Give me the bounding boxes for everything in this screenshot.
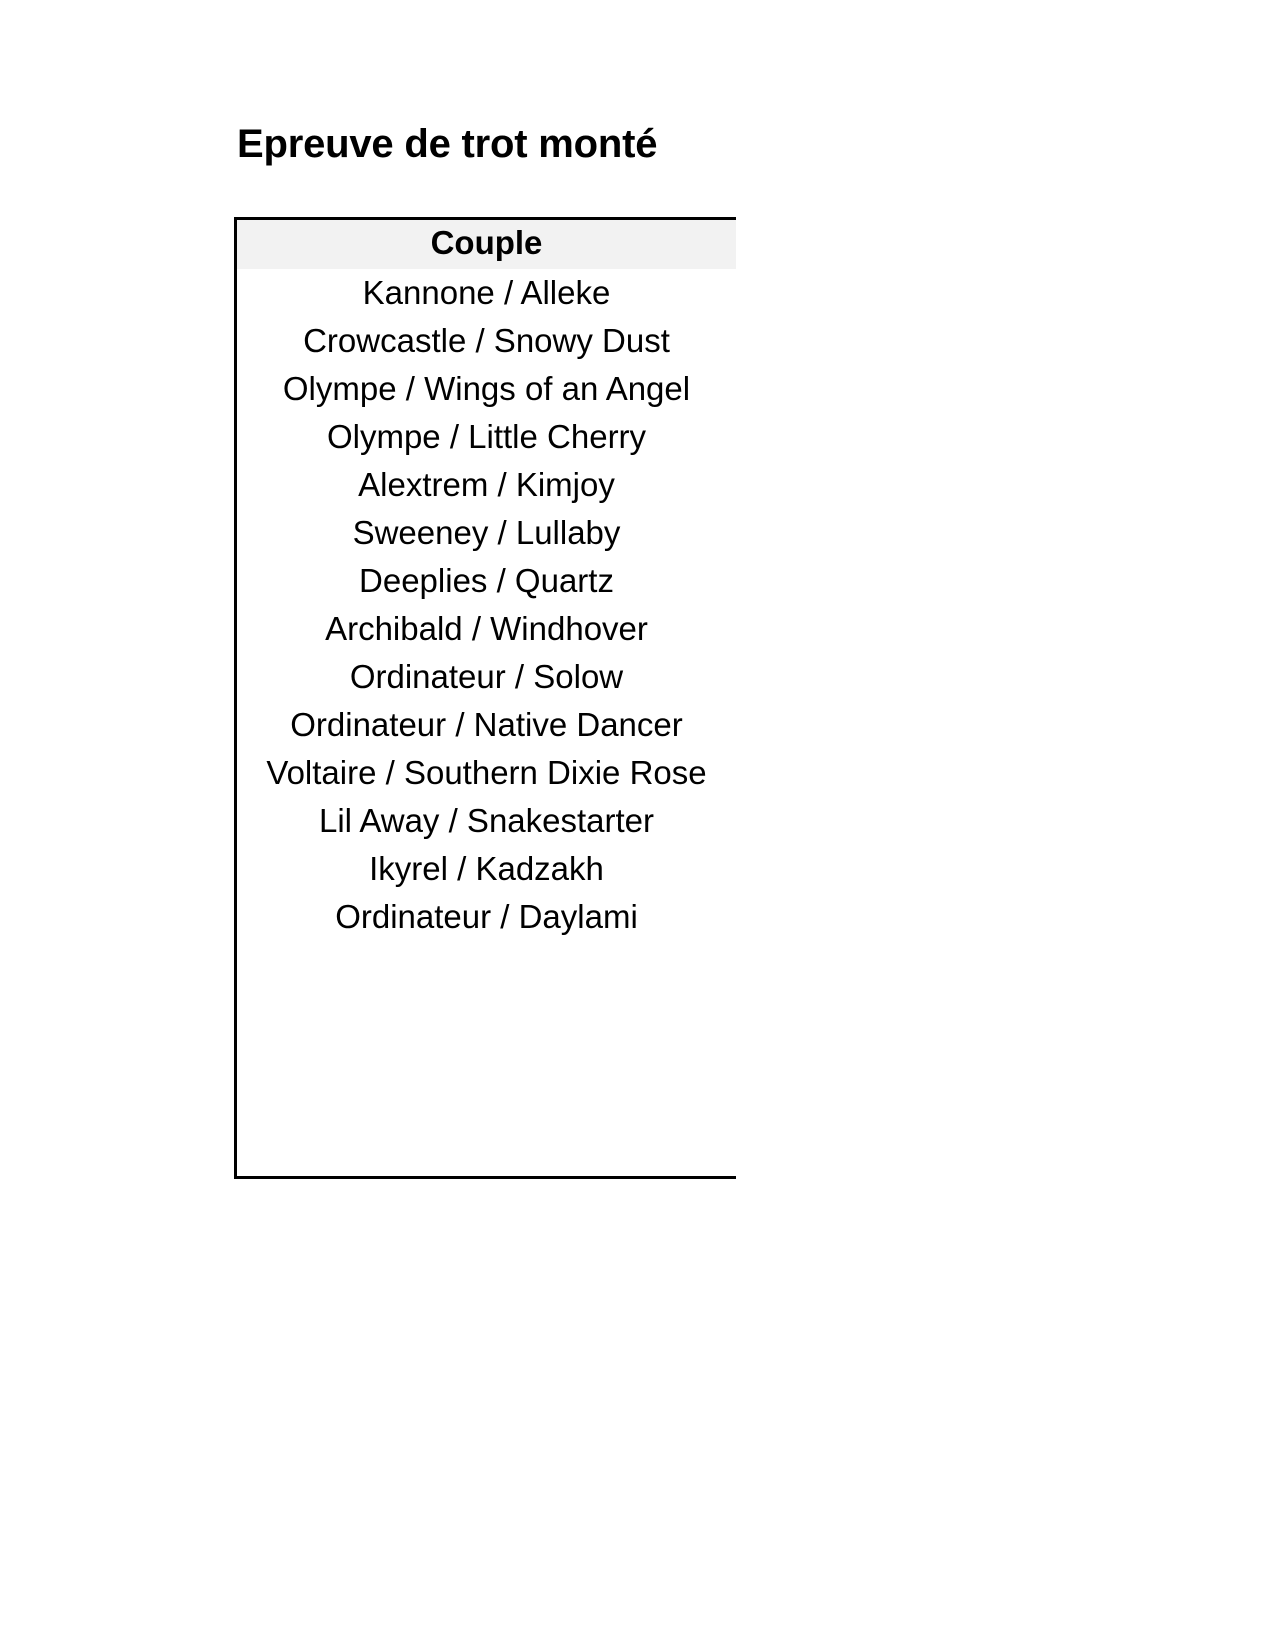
table-row: Archibald / Windhover — [325, 610, 648, 647]
table-row: Alextrem / Kimjoy — [358, 466, 615, 503]
table-row: Crowcastle / Snowy Dust — [303, 322, 670, 359]
page-title: Epreuve de trot monté — [237, 122, 658, 166]
table-row: Olympe / Wings of an Angel — [282, 370, 691, 407]
couple-list — [237, 269, 736, 941]
couple-table — [234, 217, 736, 1179]
table-row: Ikyrel / Kadzakh — [369, 850, 604, 887]
table-row: Kannone / Alleke — [362, 274, 611, 311]
table-row: Lil Away / Snakestarter — [318, 802, 655, 839]
table-row: Voltaire / Southern Dixie Rose — [266, 754, 707, 791]
table-row: Ordinateur / Daylami — [335, 898, 638, 935]
column-header-couple: Couple — [237, 220, 736, 269]
table-row: Sweeney / Lullaby — [352, 514, 621, 551]
table-row: Olympe / Little Cherry — [326, 418, 647, 455]
table-row: Ordinateur / Solow — [349, 658, 624, 695]
table-row: Deeplies / Quartz — [359, 562, 614, 599]
table-row: Ordinateur / Native Dancer — [290, 706, 683, 743]
